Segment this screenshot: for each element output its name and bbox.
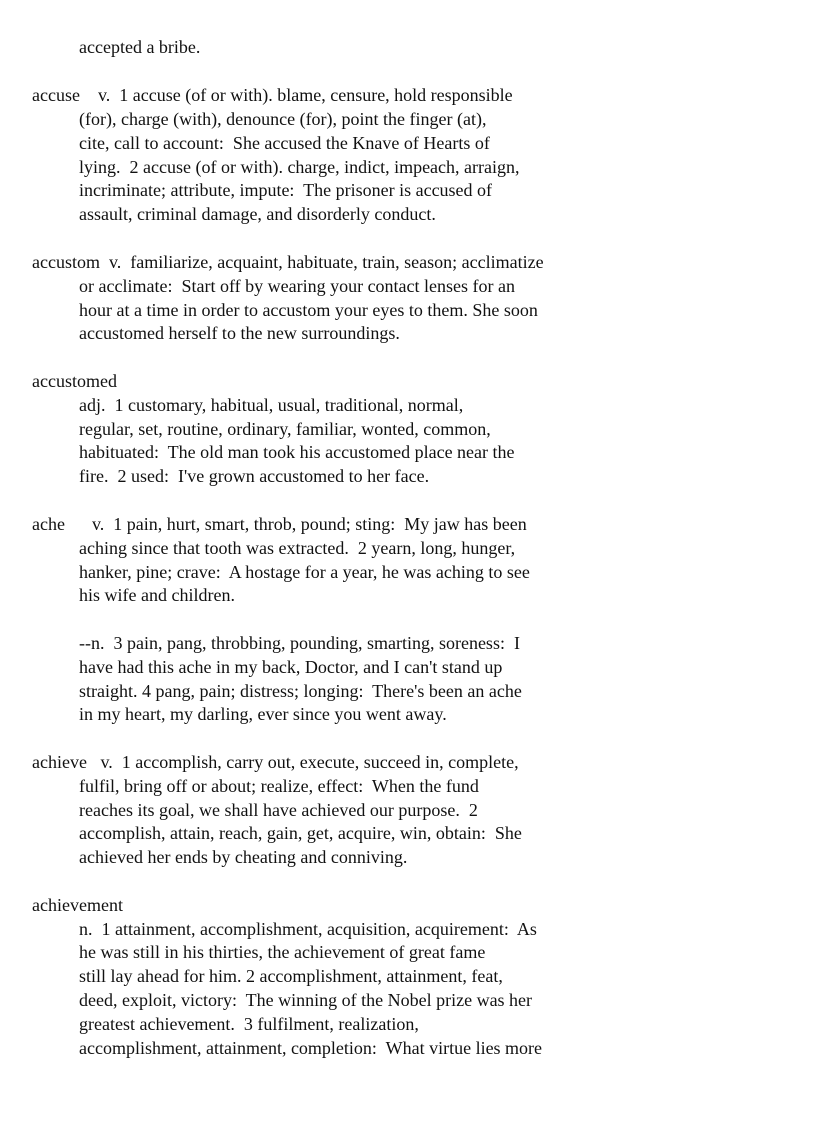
text-line: hour at a time in order to accustom your eyes to them. She soon: [79, 300, 538, 320]
text-line: aching since that tooth was extracted. 2 yearn, long, hunger,: [79, 538, 516, 558]
entry-headword: achievement: [32, 895, 123, 915]
entry-headword-line: accuse v. 1 accuse (of or with). blame, censure, hold responsible: [32, 85, 513, 105]
text-line: he was still in his thirties, the achievement of great fame: [79, 942, 486, 962]
text-line: lying. 2 accuse (of or with). charge, indict, impeach, arraign,: [79, 157, 520, 177]
entry-headword-line: ache v. 1 pain, hurt, smart, throb, pound; sting: My jaw has been: [32, 514, 527, 534]
text-line: fire. 2 used: I've grown accustomed to her face.: [79, 466, 430, 486]
text-line: hanker, pine; crave: A hostage for a year, he was aching to see: [79, 562, 530, 582]
text-line: or acclimate: Start off by wearing your contact lenses for an: [79, 276, 516, 296]
text-line: greatest achievement. 3 fulfilment, realization,: [79, 1014, 419, 1034]
text-line: n. 1 attainment, accomplishment, acquisition, acquirement: As: [79, 919, 537, 939]
entry-headword-line: accustom v. familiarize, acquaint, habituate, train, season; acclimatize: [32, 252, 544, 272]
text-line: accomplish, attain, reach, gain, get, acquire, win, obtain: She: [79, 823, 522, 843]
entry-headword-line: achieve v. 1 accomplish, carry out, execute, succeed in, complete,: [32, 752, 519, 772]
text-line: have had this ache in my back, Doctor, and I can't stand up: [79, 657, 503, 677]
text-line: accepted a bribe.: [79, 37, 201, 57]
text-line: incriminate; attribute, impute: The prisoner is accused of: [79, 180, 493, 200]
text-line: deed, exploit, victory: The winning of the Nobel prize was her: [79, 990, 533, 1010]
entry-headword: accustomed: [32, 371, 117, 391]
text-line: --n. 3 pain, pang, throbbing, pounding, smarting, soreness: I: [79, 633, 520, 653]
text-line: reaches its goal, we shall have achieved our purpose. 2: [79, 800, 478, 820]
text-line: his wife and children.: [79, 585, 235, 605]
text-line: accustomed herself to the new surroundings.: [79, 323, 400, 343]
text-line: assault, criminal damage, and disorderly conduct.: [79, 204, 436, 224]
text-line: habituated: The old man took his accustomed place near the: [79, 442, 515, 462]
text-line: straight. 4 pang, pain; distress; longing: There's been an ache: [79, 681, 522, 701]
text-line: regular, set, routine, ordinary, familiar, wonted, common,: [79, 419, 491, 439]
text-line: achieved her ends by cheating and conniving.: [79, 847, 408, 867]
text-line: fulfil, bring off or about; realize, effect: When the fund: [79, 776, 479, 796]
text-line: adj. 1 customary, habitual, usual, traditional, normal,: [79, 395, 464, 415]
text-line: still lay ahead for him. 2 accomplishment, attainment, feat,: [79, 966, 503, 986]
text-line: accomplishment, attainment, completion: What virtue lies more: [79, 1038, 543, 1058]
text-line: cite, call to account: She accused the Knave of Hearts of: [79, 133, 490, 153]
text-line: in my heart, my darling, ever since you went away.: [79, 704, 447, 724]
text-line: (for), charge (with), denounce (for), point the finger (at),: [79, 109, 487, 129]
